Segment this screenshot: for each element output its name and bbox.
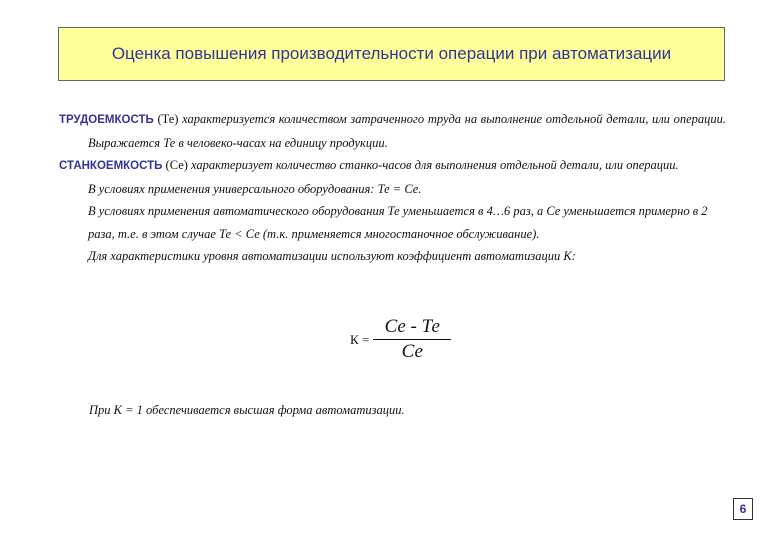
coefficient-intro: Для характеристики уровня автоматизации используют коэффициент автоматизации К: <box>88 249 576 263</box>
machine-paragraph <box>59 154 726 178</box>
machine-abbr: (Се) <box>165 158 188 172</box>
labor-paragraph <box>59 108 726 154</box>
page-title: Оценка повышения производительности операции при автоматизации <box>111 44 672 63</box>
page-number: 6 <box>733 498 753 520</box>
machine-definition: характеризует количество станко-часов для выполнения отдельной детали, или операции. <box>191 158 679 172</box>
automatic-equipment-note: В условиях применения автоматического оборудования Те уменьшается в 4…6 раз, а Се уменьшается примерно в 2 раза, т.е. в этом случае Те < Се (т.к. применяется многостаночное обслуживание). <box>88 204 708 241</box>
body-text <box>59 108 726 268</box>
formula-denominator: Се <box>401 341 423 362</box>
universal-equipment-note: В условиях применения универсального оборудования: Те = Се. <box>88 181 422 196</box>
formula-numerator: Се - Те <box>384 316 440 337</box>
labor-abbr: (Те) <box>157 112 179 126</box>
labor-term: ТРУДОЕМКОСТЬ <box>59 114 154 126</box>
labor-definition: характеризуется количеством затраченного труда на выполнение отдельной детали, или операции. Выражается Те в человеко-часах на единицу продукции. <box>88 112 727 150</box>
title-box <box>58 27 725 81</box>
formula-fraction <box>373 315 451 364</box>
machine-term: СТАНКОЕМКОСТЬ <box>59 160 163 172</box>
automation-note: При К = 1 обеспечивается высшая форма автоматизации. <box>89 403 405 417</box>
automation-coefficient-formula <box>350 315 451 364</box>
formula-lhs: К = <box>350 331 370 347</box>
